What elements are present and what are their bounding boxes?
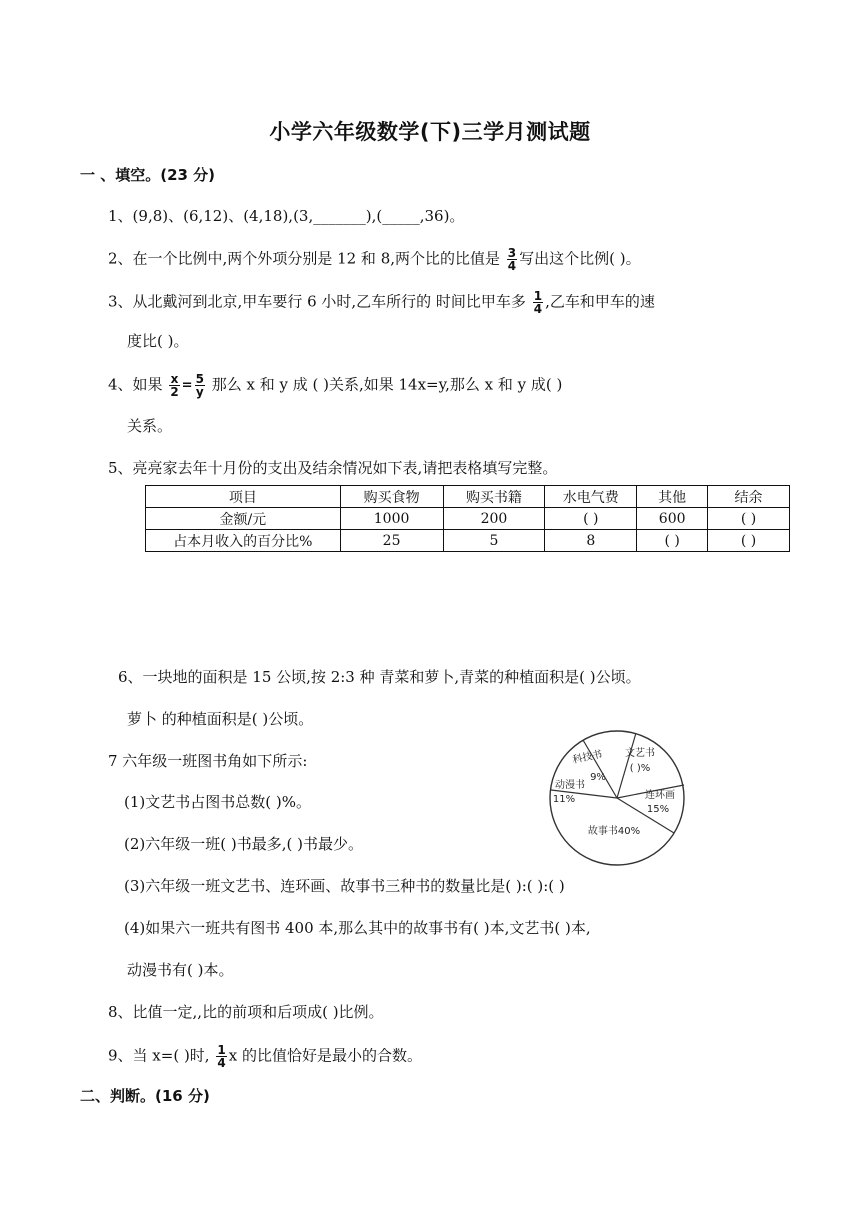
table-cell: 8: [545, 530, 637, 552]
page-title: 小学六年级数学(下)三学月测试题: [269, 120, 591, 144]
table-cell: 购买食物: [340, 486, 443, 508]
table-row: [146, 508, 790, 530]
pie-label-wenyi: 文艺书: [625, 748, 655, 759]
question-4-line-2: 关系。: [127, 417, 173, 435]
table-cell: 200: [443, 508, 545, 530]
question-7-intro: 7 六年级一班图书角如下所示:: [108, 752, 308, 770]
section-1-heading: 一 、填空。(23 分): [80, 166, 216, 184]
question-7-sub-1: (1)文艺书占图书总数( )%。: [124, 793, 311, 811]
question-6-line-2: 萝卜 的种植面积是( )公顷。: [127, 710, 314, 728]
table-cell: ( ): [545, 508, 637, 530]
expense-table: [145, 485, 790, 552]
question-7-sub-2: (2)六年级一班( )书最多,( )书最少。: [124, 835, 363, 853]
question-2-text-end: 写出这个比例( )。: [519, 249, 641, 268]
equation-left-fraction: $\frac{x}{2}$: [170, 372, 179, 399]
question-6-line-1: 6、一块地的面积是 15 公顷,按 2:3 种 青菜和萝卜,青菜的种植面积是( )公顷。: [118, 668, 641, 686]
question-2: [108, 247, 641, 272]
table-cell: 25: [340, 530, 443, 552]
question-7-sub-4-line-1: (4)如果六一班共有图书 400 本,那么其中的故事书有( )本,文艺书( )本,: [124, 919, 591, 937]
question-3-line-1: [108, 290, 655, 315]
pie-label-lianhuan-pct: 15%: [646, 804, 670, 815]
question-7-sub-4-line-2: 动漫书有( )本。: [127, 961, 234, 979]
question-3-text: 3、从北戴河到北京,甲车要行 6 小时,乙车所行的 时间比甲车多: [108, 292, 531, 311]
pie-label-dongman-pct: 11%: [552, 794, 576, 805]
fraction-one-quarter: $\frac{1}{4}$: [217, 1043, 226, 1070]
question-7-sub-3: (3)六年级一班文艺书、连环画、故事书三种书的数量比是( ):( ):( ): [124, 877, 565, 895]
pie-label-keji-pct: 9%: [590, 772, 606, 783]
section-2-heading: 二、判断。(16 分): [80, 1087, 210, 1105]
table-cell: 购买书籍: [443, 486, 545, 508]
question-9-text-end: x 的比值恰好是最小的合数。: [228, 1046, 422, 1065]
table-row: [146, 530, 790, 552]
book-pie-chart: [548, 730, 688, 870]
equation-right-fraction: $\frac{5}{y}$: [195, 372, 204, 399]
question-4-line-1: 4、如果 $\frac{x}{2}$ = $\frac{5}{y}$ 那么 x 和 y 成 ( )关系,如果 14x=y,那么 x 和 y 成( ): [108, 372, 563, 399]
question-4-prefix: 4、如果: [108, 375, 168, 394]
table-cell: 600: [637, 508, 708, 530]
table-cell: 其他: [637, 486, 708, 508]
table-cell: 占本月收入的百分比%: [146, 530, 341, 552]
question-5: 5、亮亮家去年十月份的支出及结余情况如下表,请把表格填写完整。: [108, 459, 558, 477]
pie-label-keji: 科技书: [571, 749, 604, 767]
question-3-line-2: 度比( )。: [127, 332, 189, 350]
table-cell: ( ): [708, 530, 790, 552]
question-8: 8、比值一定,,比的前项和后项成( )比例。: [108, 1003, 384, 1021]
question-4-text: 那么 x 和 y 成 ( )关系,如果 14x=y,那么 x 和 y 成( ): [206, 375, 563, 394]
table-cell: 项目: [146, 486, 341, 508]
table-cell: 结余: [708, 486, 790, 508]
question-9-text: 9、当 x=( )时,: [108, 1046, 215, 1065]
pie-label-gushi: 故事书40%: [587, 826, 641, 837]
table-cell: ( ): [637, 530, 708, 552]
table-cell: 水电气费: [545, 486, 637, 508]
table-cell: ( ): [708, 508, 790, 530]
table-cell: 5: [443, 530, 545, 552]
pie-label-lianhuan: 连环画: [645, 790, 675, 801]
pie-label-wenyi-pct: ( )%: [629, 763, 651, 774]
fraction-one-quarter: $\frac{1}{4}$: [533, 289, 543, 316]
question-2-text: 2、在一个比例中,两个外项分别是 12 和 8,两个比的比值是: [108, 249, 505, 268]
question-3-text-end: ,乙车和甲车的速: [545, 292, 655, 311]
table-cell: 金额/元: [146, 508, 341, 530]
table-row: [146, 486, 790, 508]
fraction-three-quarters: $\frac{3}{4}$: [507, 246, 517, 273]
question-1: 1、(9,8)、(6,12)、(4,18),(3,_______),(_____,36)。: [108, 207, 465, 225]
table-cell: 1000: [340, 508, 443, 530]
pie-label-dongman: 动漫书: [555, 780, 585, 791]
question-9: [108, 1044, 422, 1069]
